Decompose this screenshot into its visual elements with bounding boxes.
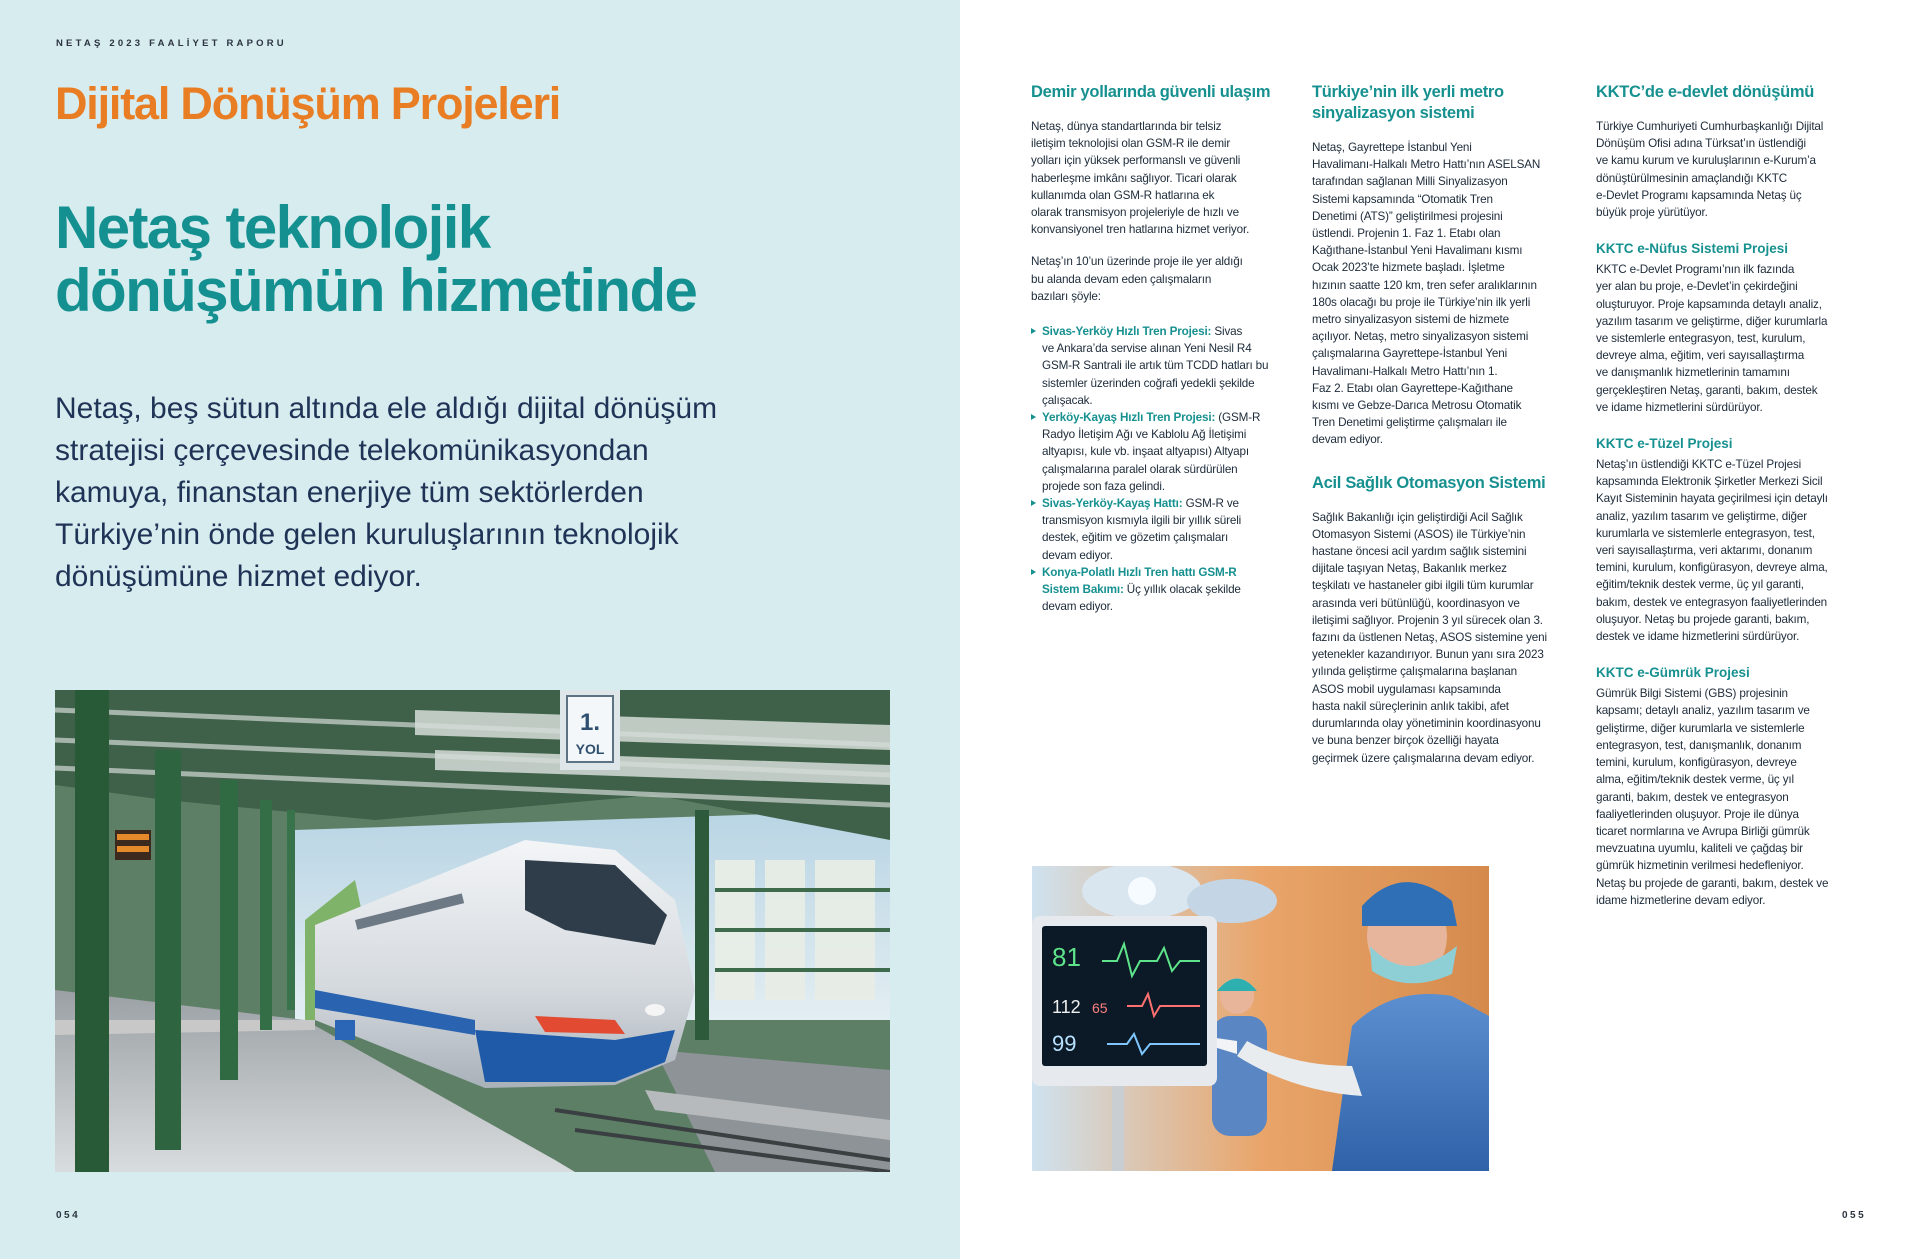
monitor-spo2: 99 xyxy=(1052,1031,1077,1056)
text-line: alma, eğitim/teknik destek verme, üç yıl xyxy=(1596,773,1794,787)
kktc-heading: KKTC’de e-devlet dönüşümü xyxy=(1596,83,1815,101)
text-line: Netaş’ın 10’un üzerinde proje ile yer aldığı xyxy=(1031,255,1243,269)
text-line: Havalimanı-Halkalı Metro Hattı’nın 1. xyxy=(1312,364,1498,378)
main-heading xyxy=(55,196,696,322)
section-title: Dijital Dönüşüm Projeleri xyxy=(55,78,561,129)
text-line: projede son faza gelindi. xyxy=(1042,479,1165,493)
text-line: ve sistemlerle entegrasyon, test, kurulum, xyxy=(1596,332,1806,346)
text-line: üstlendi. Projenin 1. Faz 1. Etabı olan xyxy=(1312,227,1501,241)
text-line: Ocak 2023’te hizmete başladı. İşletme xyxy=(1312,261,1505,275)
text-line: iletişim teknolojisi olan GSM-R ile demir xyxy=(1031,137,1231,151)
text-line: konvansiyonel tren hatlarına hizmet veriyor. xyxy=(1031,223,1250,237)
lead-line: dönüşümüne hizmet ediyor. xyxy=(55,560,422,593)
text-line: bakım, destek ve entegrasyon faaliyetlerinden xyxy=(1596,595,1828,609)
kktc-intro-paragraph xyxy=(1596,118,1876,221)
column-kktc xyxy=(1596,82,1876,909)
text-line: yolları için yüksek performanslı ve güvenli xyxy=(1031,154,1241,168)
text-line: Tren Denetimi geliştirme çalışmaları ile xyxy=(1312,416,1507,430)
text-line: Türkiye Cumhuriyeti Cumhurbaşkanlığı Dijital xyxy=(1596,120,1824,133)
list-item xyxy=(1031,564,1306,616)
text-line: garanti, bakım, destek ve entegrasyon xyxy=(1596,790,1789,804)
project-name: Yerköy-Kayaş Hızlı Tren Projesi: xyxy=(1042,411,1216,425)
lead-line: Türkiye’nin önde gelen kuruluşlarının teknolojik xyxy=(55,518,679,551)
gumruk-heading: KKTC e-Gümrük Projesi xyxy=(1596,665,1750,681)
text-line: GSM-R Santrali ile artık tüm TCDD hatları bu xyxy=(1042,359,1269,373)
text-line: yetenekler kazandırıyor. Bunun yanı sıra 2023 xyxy=(1312,648,1544,662)
main-heading-line: dönüşümün hizmetinde xyxy=(55,257,697,324)
text-line: Sağlık Bakanlığı için geliştirdiği Acil Sağlık xyxy=(1312,510,1523,524)
text-line: iletişimi sağlıyor. Projenin 3 yıl sürecek olan 3. xyxy=(1312,613,1543,627)
text-line: yazılım tasarım ve geliştirme, diğer kurumlarla xyxy=(1596,314,1828,328)
text-line: tarafından sağlanan Milli Sinyalizasyon xyxy=(1312,175,1508,189)
text-line: dijitale taşıyan Netaş, Bakanlık merkez xyxy=(1312,562,1507,576)
text-line: Netaş’ın üstlendiği KKTC e-Tüzel Projesi xyxy=(1596,458,1802,472)
text-line: geliştirme, diğer kurumlarla ve sistemlerle xyxy=(1596,721,1805,735)
text-line: Kayıt Sisteminin hayata geçirilmesi için detaylı xyxy=(1596,492,1828,506)
metro-heading xyxy=(1312,82,1587,124)
lead-line: Netaş, beş sütun altında ele aldığı dijital dönüşüm xyxy=(55,392,718,425)
railways-projects-paragraph xyxy=(1031,253,1306,305)
text-line: temini, kurulum, konfigürasyon, devreye xyxy=(1596,756,1797,770)
text-line: ve idame hizmetlerini sürdürüyor. xyxy=(1596,400,1763,414)
main-heading-line: Netaş teknolojik xyxy=(55,194,490,261)
right-page xyxy=(960,0,1920,1259)
text-line: kurumlarla ve sistemlerle entegrasyon, test, xyxy=(1596,526,1815,540)
bullet-triangle-icon xyxy=(1031,500,1036,506)
project-name: Sivas-Yerköy-Kayaş Hattı: xyxy=(1042,497,1183,511)
health-paragraph xyxy=(1312,509,1587,767)
text-line: analiz, yazılım tasarım ve geliştirme, diğer xyxy=(1596,509,1807,523)
text-line: Sistemi kapsamında “Otomatik Tren xyxy=(1312,192,1493,206)
text-line: bazıları şöyle: xyxy=(1031,289,1101,303)
text-line: 180s olacağı bu proje ile Türkiye’nin ilk yerli xyxy=(1312,295,1531,309)
text-fragment: GSM-R ve xyxy=(1182,497,1239,511)
text-line: metro sinyalizasyon sistemi de hizmete xyxy=(1312,313,1509,327)
text-line: destek, eğitim ve gözetim çalışmaları xyxy=(1042,531,1229,545)
text-line: devam ediyor. xyxy=(1312,433,1383,447)
text-line: Otomasyon Sistemi (ASOS) ile Türkiye’nin xyxy=(1312,527,1526,541)
text-line: Gümrük Bilgi Sistemi (GBS) projesinin xyxy=(1596,687,1788,701)
text-line: arasında veri bütünlüğü, koordinasyon ve xyxy=(1312,596,1520,610)
text-line: altyapısı, kule vb. inşaat altyapısı) Altyapı xyxy=(1042,445,1249,459)
page-number-left: 054 xyxy=(56,1210,81,1221)
column-railways xyxy=(1031,82,1306,615)
text-fragment: Üç yıllık olacak şekilde xyxy=(1123,583,1241,597)
report-label: NETAŞ 2023 FAALİYET RAPORU xyxy=(56,38,287,49)
heading-line: Türkiye’nin ilk yerli metro xyxy=(1312,83,1504,101)
lead-paragraph xyxy=(55,388,855,598)
text-line: haberleşme imkânı sağlıyor. Ticari olarak xyxy=(1031,171,1237,185)
text-line: devam ediyor. xyxy=(1042,600,1113,614)
text-line: ASOS mobil uygulaması kapsamında xyxy=(1312,682,1501,696)
text-line: Radyo İletişim Ağı ve Kablolu Ağ İletişimi xyxy=(1042,428,1247,442)
text-line: devreye alma, eğitim, veri sayısallaştırma xyxy=(1596,349,1805,363)
column-metro-health xyxy=(1312,82,1587,767)
text-line: e-Devlet Programı kapsamında Netaş üç xyxy=(1596,188,1802,202)
text-line: transmisyon kısmıyla ilgili bir yıllık süreli xyxy=(1042,514,1242,528)
text-line: dönüştürülmesinin amaçlandığı KKTC xyxy=(1596,171,1788,185)
text-line: sistemler üzerinden coğrafi yedekli şekilde xyxy=(1042,376,1255,390)
platform-sign-text: YOL xyxy=(575,741,605,757)
text-line: kapsamı; detaylı analiz, yazılım tasarım ve xyxy=(1596,704,1810,718)
bullet-triangle-icon xyxy=(1031,414,1036,420)
operating-room-photo xyxy=(1032,866,1489,1171)
bullet-triangle-icon xyxy=(1031,328,1036,334)
text-line: veri sayısallaştırma, veri aktarımı, donanım xyxy=(1596,544,1813,558)
text-line: yılında geliştirme çalışmalarına başlanan xyxy=(1312,665,1517,679)
text-line: faaliyetlerinden oluşuyor. Proje ile dünya xyxy=(1596,807,1799,821)
railways-intro-paragraph xyxy=(1031,118,1306,238)
text-line: Netaş, Gayrettepe İstanbul Yeni xyxy=(1312,141,1472,154)
text-line: açılıyor. Netaş, metro sinyalizasyon sistemi xyxy=(1312,330,1529,344)
text-line: kısmı ve Gebze-Darıca Metrosu Otomatik xyxy=(1312,399,1522,413)
text-line: bu alanda devam eden çalışmaların xyxy=(1031,272,1212,286)
text-line: temini, kurulum, konfigürasyon, devreye alma, xyxy=(1596,561,1828,575)
medical-illustration xyxy=(1032,866,1489,1171)
list-item xyxy=(1031,409,1306,495)
gumruk-paragraph xyxy=(1596,685,1876,909)
tuzel-heading: KKTC e-Tüzel Projesi xyxy=(1596,436,1733,452)
text-line: gerçekleştiren Netaş, garanti, bakım, destek xyxy=(1596,383,1818,397)
monitor-heart-rate: 81 xyxy=(1052,942,1081,972)
text-line: kapsamında Elektronik Şirketler Merkezi Sicil xyxy=(1596,475,1823,489)
lead-line: kamuya, finanstan enerjiye tüm sektörlerden xyxy=(55,476,644,509)
text-line: çalışmalarına Gayrettepe-İstanbul Yeni xyxy=(1312,347,1508,361)
text-line: ve buna benzer birçok özelliği hayata xyxy=(1312,734,1499,748)
text-fragment: (GSM-R xyxy=(1215,411,1261,425)
text-line: teşkilatı ve hastaneler gibi ilgili tüm kurumlar xyxy=(1312,579,1534,593)
text-line: gümrük hizmetinin verilmesi hedefleniyor. xyxy=(1596,859,1804,873)
text-line: geçirmek üzere çalışmalarına devam ediyor. xyxy=(1312,751,1535,765)
text-line: Kağıthane-İstanbul Yeni Havalimanı kısmı xyxy=(1312,244,1523,258)
metro-paragraph xyxy=(1312,139,1587,449)
text-line: Dönüşüm Ofisi adına Türksat’ın üstlendiği xyxy=(1596,137,1806,151)
train-illustration xyxy=(55,690,890,1172)
text-line: Denetimi (ATS)” geliştirilmesi projesini xyxy=(1312,209,1503,223)
text-line: Faz 2. Etabı olan Gayrettepe-Kağıthane xyxy=(1312,381,1513,395)
text-line: ve danışmanlık hizmetlerinin tamamını xyxy=(1596,366,1790,380)
bullet-triangle-icon xyxy=(1031,569,1036,575)
text-line: destek ve idame hizmetlerini sürdürüyor. xyxy=(1596,630,1800,644)
text-line: yer alan bu proje, e-Devlet’in çekirdeğini xyxy=(1596,280,1798,294)
text-line: olarak transmisyon projeleriyle de hızlı ve xyxy=(1031,206,1239,220)
text-line: durumlarında olay yönetiminin koordinasyonu xyxy=(1312,717,1541,731)
monitor-pressure: 112 xyxy=(1052,997,1081,1017)
project-name: Sistem Bakımı: xyxy=(1042,583,1124,597)
nufus-paragraph xyxy=(1596,261,1876,416)
monitor-pressure-secondary: 65 xyxy=(1092,1000,1108,1016)
tuzel-paragraph xyxy=(1596,456,1876,645)
text-line: Havalimanı-Halkalı Metro Hattı’nın ASELSAN xyxy=(1312,158,1541,172)
lead-line: stratejisi çerçevesinde telekomünikasyondan xyxy=(55,434,649,467)
text-line: hızının saatte 120 km, tren sefer aralıklarının xyxy=(1312,278,1537,292)
text-line: devam ediyor. xyxy=(1042,548,1113,562)
text-line: çalışacak. xyxy=(1042,393,1093,407)
project-name: Konya-Polatlı Hızlı Tren hattı GSM-R xyxy=(1042,565,1237,579)
list-item xyxy=(1031,323,1306,409)
text-line: ve Ankara’da servise alınan Yeni Nesil R4 xyxy=(1042,342,1252,356)
health-heading: Acil Sağlık Otomasyon Sistemi xyxy=(1312,473,1546,492)
text-line: KKTC e-Devlet Programı’nın ilk fazında xyxy=(1596,263,1795,277)
text-line: Netaş bu projede de garanti, bakım, destek ve xyxy=(1596,876,1829,890)
text-line: mevzuatına uyumlu, kaliteli ve çağdaş bir xyxy=(1596,842,1803,856)
railways-heading: Demir yollarında güvenli ulaşım xyxy=(1031,83,1271,101)
text-line: çalışmalarına paralel olarak sürdürülen xyxy=(1042,462,1238,476)
text-line: eğitim/teknik destek verme, üç yıl garanti, xyxy=(1596,578,1804,592)
text-line: hastane öncesi acil yardım sağlık sistemini xyxy=(1312,545,1527,559)
text-line: idame hizmetlerine devam ediyor. xyxy=(1596,893,1766,907)
text-line: ve kamu kurum ve kuruluşlarının e-Kurum’a xyxy=(1596,154,1816,168)
text-line: Netaş, dünya standartlarında bir telsiz xyxy=(1031,120,1222,133)
page-number-right: 055 xyxy=(1842,1210,1867,1221)
text-line: oluşuyor. Netaş bu projede garanti, bakım, xyxy=(1596,612,1810,626)
text-line: hasta nakil süreçlerinin anlık takibi, afet xyxy=(1312,699,1509,713)
heading-line: sinyalizasyon sistemi xyxy=(1312,104,1475,122)
project-name: Sivas-Yerköy Hızlı Tren Projesi: xyxy=(1042,325,1212,339)
text-line: ticaret normlarına ve Avrupa Birliği gümrük xyxy=(1596,824,1810,838)
text-line: kullanımda olan GSM-R hatlarına ek xyxy=(1031,188,1215,202)
text-line: büyük proje yürütüyor. xyxy=(1596,206,1708,220)
text-fragment: Sivas xyxy=(1211,325,1243,339)
text-line: oluşturuyor. Proje kapsamında detaylı analiz, xyxy=(1596,297,1822,311)
text-line: entegrasyon, test, danışmanlık, donanım xyxy=(1596,738,1802,752)
railway-projects-list xyxy=(1031,323,1306,615)
text-line: fazını da üstlenen Netaş, ASOS sistemine yeni xyxy=(1312,631,1547,645)
nufus-heading: KKTC e-Nüfus Sistemi Projesi xyxy=(1596,241,1789,257)
list-item xyxy=(1031,495,1306,564)
platform-sign-number: 1. xyxy=(579,709,601,736)
train-station-photo xyxy=(55,690,890,1172)
